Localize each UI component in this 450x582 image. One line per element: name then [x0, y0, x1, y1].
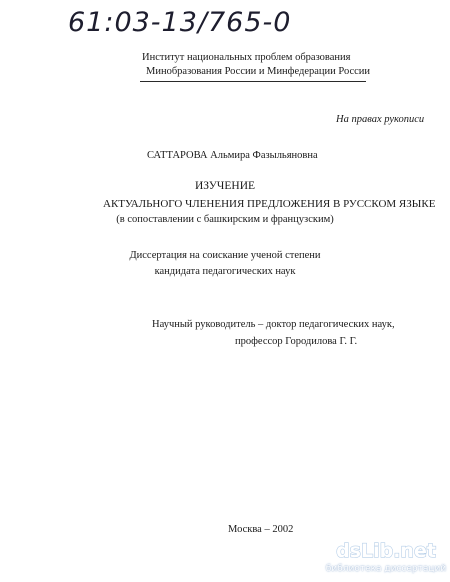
handwritten-catalog-code: [66, 4, 366, 38]
title-line-2: АКТУАЛЬНОГО ЧЛЕНЕНИЯ ПРЕДЛОЖЕНИЯ В РУССКОМ ЯЗЫКЕ: [103, 198, 436, 210]
dissertation-line-2: кандидата педагогических наук: [154, 266, 296, 277]
city-year: Москва – 2002: [228, 524, 294, 535]
institute-line-2: Минобразования России и Минфедерации России: [146, 66, 371, 77]
dslib-watermark: [324, 536, 448, 580]
author-name: САТТАРОВА Альмира Фазыльяновна: [147, 150, 318, 161]
supervisor-line-1: Научный руководитель – доктор педагогических наук,: [152, 319, 395, 330]
dissertation-line-1: Диссертация на соискание ученой степени: [129, 250, 321, 261]
watermark-logo: dsLib.net: [336, 540, 436, 562]
handwritten-code-text: 61:03-13/765-0: [68, 7, 292, 38]
header-divider: [140, 81, 366, 82]
title-line-1: ИЗУЧЕНИЕ: [194, 180, 256, 192]
supervisor-line-2: профессор Городилова Г. Г.: [235, 336, 358, 347]
rights-note: На правах рукописи: [336, 114, 425, 125]
institute-line-1: Институт национальных проблем образования: [142, 52, 351, 63]
watermark-subtitle: библиотека диссертаций: [325, 564, 447, 574]
title-line-3: (в сопоставлении с башкирским и французским): [116, 214, 334, 225]
